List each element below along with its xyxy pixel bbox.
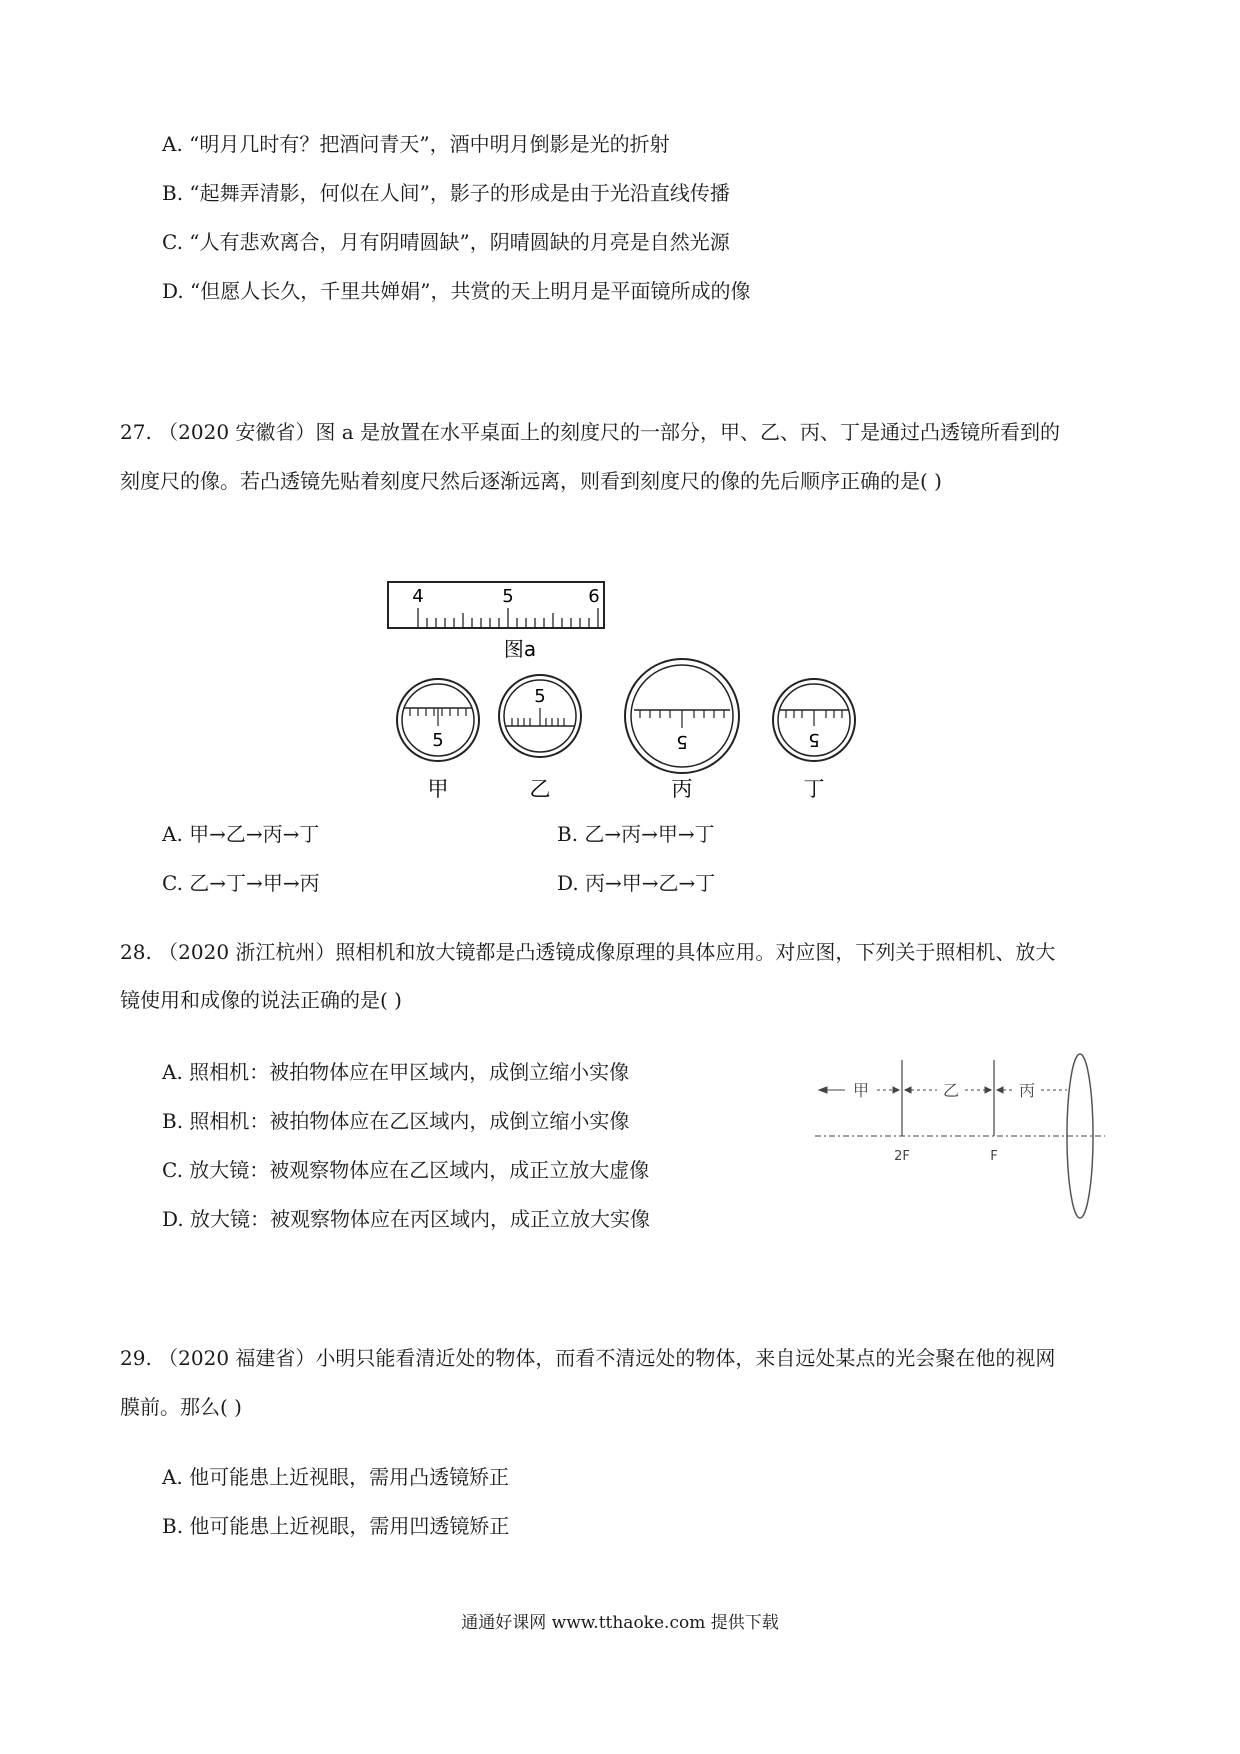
q28-option-a: A. 照相机：被拍物体应在甲区域内，成倒立缩小实像 (162, 1060, 630, 1084)
q29-option-a: A. 他可能患上近视眼，需用凸透镜矫正 (162, 1465, 510, 1489)
ruler-tick-4: 4 (412, 586, 424, 607)
figure-a-caption: 图a (503, 637, 537, 661)
ruler-tick-6: 6 (588, 586, 600, 607)
lens-zone-diagram (815, 1050, 1105, 1220)
lens-yi-digit: 5 (534, 686, 546, 707)
lens-yi-label: 乙 (529, 777, 551, 801)
q27-option-d: D. 丙→甲→乙→丁 (557, 871, 716, 895)
q28-option-c: C. 放大镜：被观察物体应在乙区域内，成正立放大虚像 (162, 1158, 650, 1182)
q27-stem-line1: 27. （2020 安徽省）图 a 是放置在水平桌面上的刻度尺的一部分，甲、乙、丙、丁是通过凸透镜所看到的 (120, 420, 1061, 444)
q28-stem-line1: 28. （2020 浙江杭州）照相机和放大镜都是凸透镜成像原理的具体应用。对应图，下列关于照相机、放大 (120, 940, 1056, 964)
q29-stem-line1: 29. （2020 福建省）小明只能看清近处的物体，而看不清远处的物体，来自远处某点的光会聚在他的视网 (120, 1346, 1056, 1370)
lens-ding-digit: 5 (808, 729, 820, 750)
ruler-tick-5: 5 (502, 586, 514, 607)
lens-jia-digit: 5 (432, 730, 444, 751)
q27-option-c: C. 乙→丁→甲→丙 (162, 871, 320, 895)
q29-stem-line2: 膜前。那么( ) (120, 1395, 242, 1419)
region-jia-label: 甲 (852, 1081, 870, 1100)
page-footer: 通通好课网 www.tthaoke.com 提供下载 (461, 1613, 779, 1633)
region-bing-label: 丙 (1018, 1081, 1036, 1100)
q26-option-b: B. “起舞弄清影，何似在人间”，影子的形成是由于光沿直线传播 (162, 181, 730, 205)
ruler-figure-a (388, 582, 604, 628)
lens-jia-label: 甲 (427, 777, 449, 801)
q27-option-a: A. 甲→乙→丙→丁 (162, 822, 320, 846)
region-yi-label: 乙 (942, 1081, 960, 1100)
lens-ding-label: 丁 (803, 777, 825, 801)
lens-view-bing (625, 659, 739, 801)
lens-view-ding (773, 679, 855, 801)
point-2f-label: 2F (894, 1149, 910, 1164)
q28-option-d: D. 放大镜：被观察物体应在丙区域内，成正立放大实像 (162, 1207, 651, 1231)
q27-figure (370, 570, 890, 810)
lens-view-jia (397, 679, 479, 801)
q26-option-a: A. “明月几时有？把酒问青天”，酒中明月倒影是光的折射 (162, 132, 670, 156)
q29-option-b: B. 他可能患上近视眼，需用凹透镜矫正 (162, 1514, 510, 1538)
q26-option-c: C. “人有悲欢离合，月有阴晴圆缺”，阴晴圆缺的月亮是自然光源 (162, 230, 730, 254)
q27-option-b: B. 乙→丙→甲→丁 (557, 822, 715, 846)
q27-stem-line2: 刻度尺的像。若凸透镜先贴着刻度尺然后逐渐远离，则看到刻度尺的像的先后顺序正确的是( ) (120, 469, 942, 493)
lens-view-yi (499, 675, 581, 801)
q28-stem-line2: 镜使用和成像的说法正确的是( ) (120, 988, 402, 1012)
q26-option-d: D. “但愿人长久，千里共婵娟”，共赏的天上明月是平面镜所成的像 (162, 279, 751, 303)
point-f-label: F (990, 1149, 998, 1164)
q28-option-b: B. 照相机：被拍物体应在乙区域内，成倒立缩小实像 (162, 1109, 630, 1133)
lens-bing-label: 丙 (671, 777, 693, 801)
lens-bing-digit: 5 (676, 731, 688, 752)
